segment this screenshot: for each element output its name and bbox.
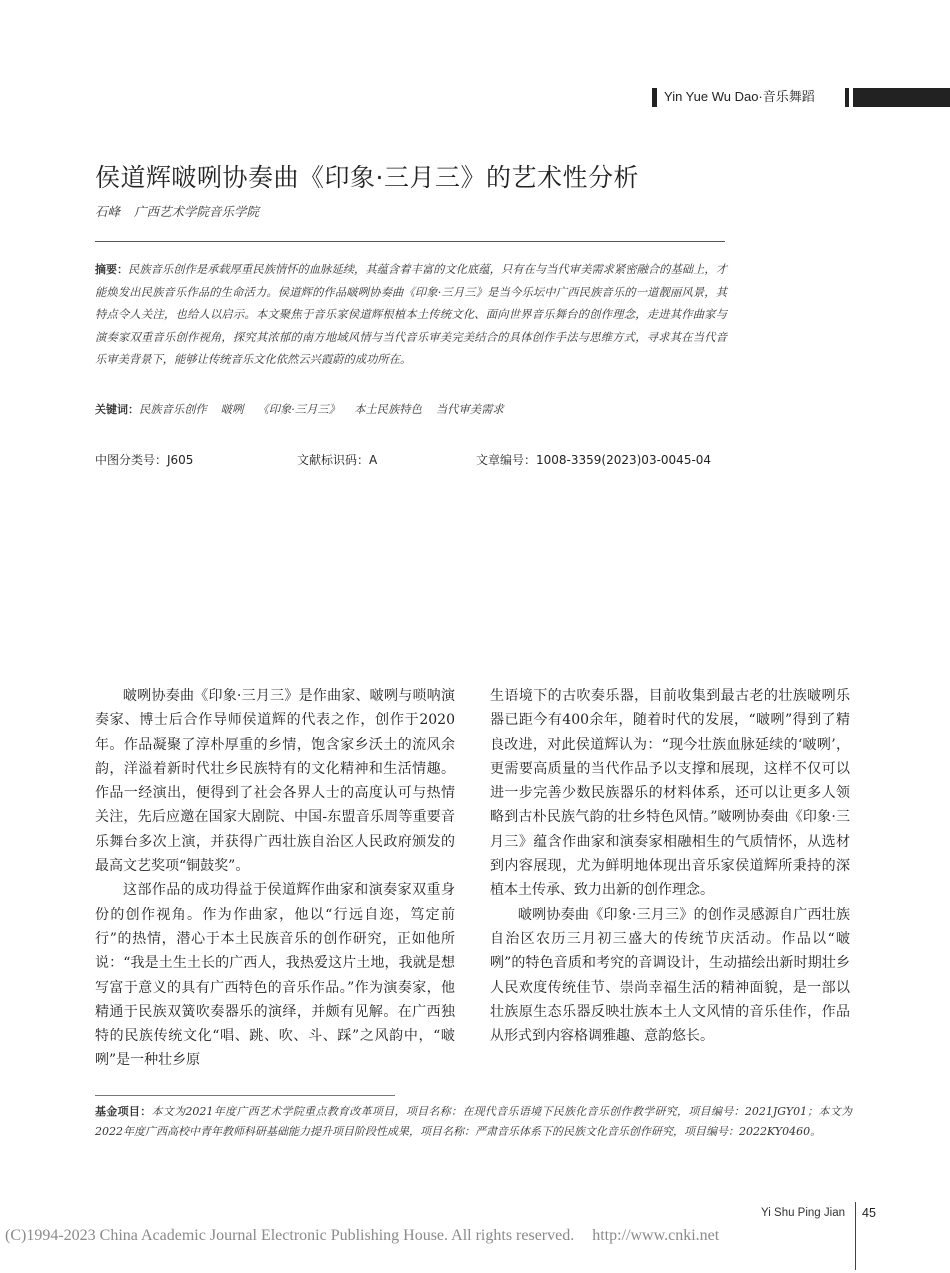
body-paragraph: 这部作品的成功得益于侯道辉作曲家和演奏家双重身份的创作视角。作为作曲家，他以“行远自迩，笃定前行”的热情，潜心于本土民族音乐的创作研究，正如他所说：“我是土生土长的广西人，我热爱这片土地，我就是想写富于意义的具有广西特色的音乐作品。”作为演奏家，他精通于民族双簧吹奏器乐的演绎，并颇有见解。在广西独特的民族传统文化“唱、跳、吹、斗、踩”之风韵中，“啵咧”是一种壮乡原 xyxy=(95,882,455,1069)
copyright-text: (C)1994-2023 China Academic Journal Electronic Publishing House. All rights reserved. xyxy=(5,1227,575,1244)
journal-name: Yi Shu Ping Jian xyxy=(761,1207,845,1219)
keyword: 民族音乐创作 xyxy=(139,403,207,416)
title-divider xyxy=(95,241,725,242)
author-line xyxy=(95,202,273,220)
article-title: 侯道辉啵咧协奏曲《印象·三月三》的艺术性分析 xyxy=(95,163,639,192)
keyword: 当代审美需求 xyxy=(435,403,504,416)
body-paragraph: 生语境下的古吹奏乐器，目前收集到最古老的壮族啵咧乐器已距今有400余年，随着时代的发展，“啵咧”得到了精良改进，对此侯道辉认为：“现今壮族血脉延续的‘啵咧’，更需要高质量的当代作品予以支撑和展现，这样不仅可以进一步完善少数民族器乐的材料体系，还可以让更多人领略到古朴民族气韵的壮乡特色风情。”啵咧协奏曲《印象·三月三》蕴含作曲家和演奏家相融相生的气质情怀，从选材到内容展现，尤为鲜明地体现出音乐家侯道辉所秉持的深植本土传承、致力出新的创作理念。 xyxy=(490,688,850,899)
body-paragraph: 啵咧协奏曲《印象·三月三》的创作灵感源自广西壮族自治区农历三月初三盛大的传统节庆活动。作品以“啵咧”的特色音质和考究的音调设计，生动描绘出新时期壮乡人民欢度传统佳节、崇尚幸福生活的精神面貌，是一部以壮族原生态乐器反映壮族本土人文风情的音乐佳作，作品从形式到内容格调雅趣、意韵悠长。 xyxy=(490,906,850,1045)
keyword: 《印象·三月三》 xyxy=(257,403,341,416)
author-name: 石峰 xyxy=(95,204,121,219)
footnote-divider xyxy=(95,1095,395,1096)
keywords xyxy=(95,399,727,421)
header-bar-right xyxy=(853,88,950,107)
clc-number: 中图分类号：J605 xyxy=(95,453,194,467)
abstract xyxy=(95,259,727,372)
body-paragraph: 啵咧协奏曲《印象·三月三》是作曲家、啵咧与唢呐演奏家、博士后合作导师侯道辉的代表之作，创作于2020年。作品凝聚了淳朴厚重的乡情，饱含家乡沃土的流风余韵，洋溢着新时代壮乡民族特有的文化精神和生活情趣。作品一经演出，便得到了社会各界人士的高度认可与热情关注，先后应邀在国家大剧院、中国-东盟音乐周等重要音乐舞台多次上演，并获得广西壮族自治区人民政府颁发的最高文艺奖项“铜鼓奖”。 xyxy=(95,688,455,875)
keyword: 啵咧 xyxy=(220,403,244,416)
page-number: 45 xyxy=(862,1206,876,1220)
body-column-left xyxy=(95,684,455,1073)
keywords-label: 关键词： xyxy=(95,403,139,416)
article-number: 文章编号：1008-3359(2023)03-0045-04 xyxy=(476,453,712,467)
abstract-label: 摘要： xyxy=(95,263,129,276)
footer-divider xyxy=(855,1202,856,1270)
funding-label: 基金项目： xyxy=(95,1105,152,1118)
keyword: 本土民族特色 xyxy=(354,403,422,416)
body-column-right xyxy=(490,684,850,1048)
abstract-text: 民族音乐创作是承载厚重民族情怀的血脉延续，其蕴含着丰富的文化底蕴，只有在与当代审美需求紧密融合的基础上，才能焕发出民族音乐作品的生命活力。侯道辉的作品啵咧协奏曲《印象·三月三》是当今乐坛中广西民族音乐的一道靓丽风景，其特点令人关注，也给人以启示。本文聚焦于音乐家侯道辉根植本土传统文化、面向世界音乐舞台的创作理念，走进其作曲家与演奏家双重音乐创作视角，探究其浓郁的南方地域风情与当代音乐审美完美结合的具体创作手法与思维方式，寻求其在当代音乐审美背景下，能够让传统音乐文化依然云兴霞蔚的成功所在。 xyxy=(95,263,727,367)
header-bar-right-thin xyxy=(845,88,849,107)
funding-footnote xyxy=(95,1102,852,1142)
document-code: 文献标识码：A xyxy=(297,453,378,467)
section-label: Yin Yue Wu Dao·音乐舞蹈 xyxy=(664,89,815,104)
author-affiliation: 广西艺术学院音乐学院 xyxy=(134,204,260,219)
funding-text: 本文为2021年度广西艺术学院重点教育改革项目，项目名称：在现代音乐语境下民族化音乐创作教学研究，项目编号：2021JGY01；本文为2022年度广西高校中青年教师科研基础能力提升项目阶段性成果，项目名称：严肃音乐体系下的民族文化音乐创作研究，项目编号：2022KY0460。 xyxy=(95,1105,853,1138)
cnki-link[interactable]: http://www.cnki.net xyxy=(592,1227,720,1244)
copyright-watermark xyxy=(5,1227,855,1245)
header-bar-left xyxy=(652,88,657,107)
